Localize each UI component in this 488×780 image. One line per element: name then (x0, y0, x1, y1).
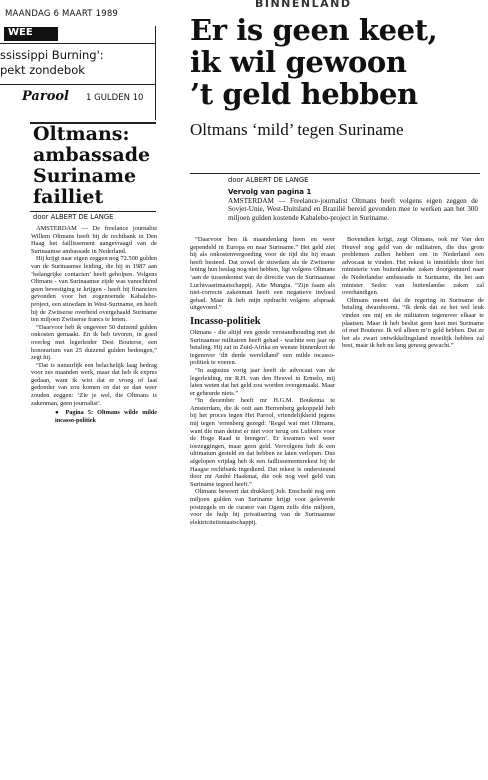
strip-label: WEE (4, 27, 58, 41)
right-body-paragraph: Oltmans meent dat de regering in Suriname de betaling dwarsboomt. “Ik denk dat ze het wel leuk vinden om mij en de militairen tegenover elkaar te plaatsen. Maar ik heb beslist geen keet met Suriname of met Bouterse. Ik wil alleen m’n geld hebben. Dat ze het als zwart ontwikkelingsland moeilijk hebben zal best, maar ik heb nu lang genoeg gewacht.” (342, 296, 484, 350)
left-body-paragraph: “Dat is natuurlijk een belachelijk laag bedrag voor zes maanden werk, maar dat heb ik expres gedaan, want ik wist dat er vroeg of laat gedonder van zou komen en dat ze dan weer zouden zeggen: ‘Zie je wel, die Oltmans is zakenman, geen journalist’. (31, 361, 157, 407)
left-byline: door ALBERT DE LANGE (33, 213, 114, 221)
right-headline (190, 14, 488, 110)
continuation-label: Vervolg van pagina 1 (228, 188, 312, 196)
right-body-paragraph: “In december heeft mr H.G.M. Boukema te Amsterdam, die ik ooit aan Herrenberg gekoppeld heb bij het proces tegen Het Parool, vriendelijkheid jegens mij tegen ‘errenberg gezegd: ‘Regel wat met Oltmans, want die man deinst er niet voor terug om Lubbers voor de Hoge Raad te brengen’. Er kwamen wel weer toezeggingen, maar geen geld. Vervolgens heb ik een ultimatum gesteld en dat hebben ze laten verlopen. Dus afgelopen vrijdag heb ik een faillissementsrekest bij de Haagse rechtbank ingediend. Dat rekest is ondersteund door mr André Haakmat, die ook nog veel geld van Suriname tegoed heeft.” (190, 397, 335, 488)
bullet-icon: ● (55, 409, 66, 417)
left-body-paragraph: AMSTERDAM — De freelance journalist Willem Oltmans heeft bij de rechtbank in Den Haag het faillissement aangevraagd van de Surinaamse ambassade in Nederland. (31, 225, 157, 255)
headline-line: ik wil gewoon (190, 45, 407, 79)
left-body-paragraph: “Daarvoor heb ik ongeveer 50 duizend gulden onkosten gemaakt. En ik heb tevoren, in goed overleg met legerleider Desi Bouterse, een honorarium van 25 duizend gulden bedongen,” zegt hij. (31, 323, 157, 362)
section-header: BINNENLAND (255, 0, 352, 10)
top-strip (0, 26, 156, 120)
left-headline (33, 124, 157, 208)
right-body-paragraph: Oltmans beweert dat drukkerij Joh. Enschedé nog een miljoen gulden van Suriname krijgt voor geleverde postzegels en de curator van Ogem zelfs drie miljoen, voor de hulp bij privatisering van de Surinaamse elektriciteitsmaatschappij. (190, 488, 335, 526)
left-body-paragraph: Hij krijgt naar eigen zeggen nog 72.500 gulden van de Surinaamse leiding, die hij in 1987 aan ‘belangrijke contacten’ heeft geholpen. Volgens Oltmans - van Surinaamse zijde was vanochtend geen bevestiging te krijgen - heeft hij financiers gevonden voor het zogenoemde Kabalebo-project, een stuwdam in West-Suriname, en heeft hij de Zwitserse overheid overgehaald Suriname ten miljoen Zwitserse francs te lenen. (31, 255, 157, 324)
date-line: MAANDAG 6 MAART 1989 (5, 9, 119, 19)
price: 1 GULDEN 10 (86, 93, 144, 103)
right-byline: door ALBERT DE LANGE (228, 176, 309, 184)
headline-line: ’t geld hebben (190, 77, 418, 111)
right-column-1 (190, 236, 335, 526)
right-body-paragraph: Bovendien krijgt, zegt Oltmans, ook mr Van den Heuvel nog geld van de militairen, die dus grote problemen zullen hebben om in Nederland een advocaat te vinden. Het rekest is inmiddels door het ministerie van buitenlandse zaken doorgestuurd naar de Nederlandse ambassade in Suriname, die het aan minister Sedoc van buitenlandse zaken zal overhandigen. (342, 236, 484, 297)
right-subheadline: Oltmans ‘mild’ tegen Suriname (190, 120, 404, 139)
right-lead: AMSTERDAM — Freelance-journalist Oltmans heeft volgens eigen zeggen de Sovjet-Unie, West-Duitsland en Brazilië bereid gevonden mee te werken aan het 300 miljoen gulden kostende Kabalebo-project in Suriname. (228, 197, 478, 222)
teaser-line-2: pekt zondebok (0, 63, 85, 77)
incasso-subhead: Incasso-politiek (190, 315, 261, 327)
paper-logo: Parool (22, 89, 69, 104)
left-body (31, 225, 157, 424)
right-column-2 (342, 236, 484, 350)
right-body-paragraph: Oltmans - die altijd een goede verstandhouding met de Surinaamse militairen heeft gehad - wachtte een jaar op betaling. Hij zat in Zuid-Afrika en wenste binnenkort de tegenover ‘dit derde wereldland’ een milde incasso-politiek te voeren. (190, 328, 335, 367)
left-headline-text: Oltmans: ambassade Suriname failliet (33, 123, 151, 208)
right-body-paragraph: “Daarvoor ben ik maandenlang heen en weer gependeld in Europa en naar Suriname.” Het geld ziet hij als onkostenvergoeding voor de tijd die hij eraan heeft besteed. Dat zowel de stuwdam als de Zwitserse lening hun beslag nog niet hebben, ligt volgens Oltmans ‘aan de tussenkomst van de directie van de Surinaamse Luchtvaartmaatschappij. Atte Mungra. “Zijn faam als niet-correcte zakenman heeft een negatieve invloed gehad. Maar ik heb mijn opdracht volgens afspraak uitgevoerd.” (190, 236, 335, 312)
headline-line: Er is geen keet, (190, 13, 438, 47)
right-body-paragraph: “In augustus vorig jaar heeft de advocaat van de legerleiding, mr R.H. van den Heuvel in Ermelo, mij laten weten dat het geld zou worden overgemaakt. Maar er gebeurde niets.” (190, 366, 335, 397)
teaser-line-1: ssissippi Burning': (0, 48, 104, 62)
left-continuation: ● Pagina 5: Oltmans wilde milde incasso-politiek (55, 409, 157, 424)
